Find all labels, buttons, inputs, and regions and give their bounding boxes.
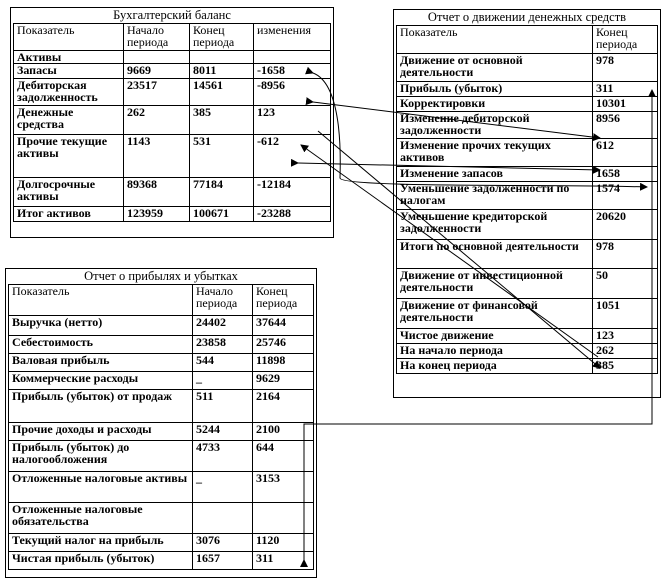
balance-sheet-title: Бухгалтерский баланс [113,8,231,22]
cell: Изменение запасов [397,167,593,182]
table-row [397,329,658,344]
cell: 123 [593,329,658,344]
cash-flow-header-indicator: Показатель [397,26,593,54]
cell: Выручка (нетто) [9,316,193,336]
cell: 3153 [253,472,314,503]
cell: Дебиторская задолженность [14,79,124,106]
cell: 9669 [124,64,190,79]
table-row [9,552,314,570]
table-row [9,423,314,441]
balance-header-start: Начало периода [124,24,190,51]
cell: 50 [593,269,658,299]
table-row [397,269,658,299]
table-row [397,359,658,374]
cell: 23517 [124,79,190,106]
cell: 14561 [190,79,254,106]
cell: 385 [593,359,658,374]
profit-loss-header-end: Конец периода [253,285,314,316]
cell: 9629 [253,372,314,390]
table-row [9,354,314,372]
balance-section-row [14,51,331,64]
cell: 8956 [593,112,658,139]
cell: -612 [254,135,331,178]
cell: 311 [593,82,658,97]
cell: Прочие доходы и расходы [9,423,193,441]
cell: Денежные средства [14,106,124,135]
cell: Коммерческие расходы [9,372,193,390]
cash-flow-header-end: Конец периода [593,26,658,54]
cell: 2100 [253,423,314,441]
cell: 262 [124,106,190,135]
cell: _ [193,372,253,390]
cell: Корректировки [397,97,593,112]
cell: Уменьшение задолженности по налогам [397,182,593,210]
cell: Прибыль (убыток) [397,82,593,97]
cell: 3076 [193,534,253,552]
cell: 1658 [593,167,658,182]
cell: Изменение дебиторской задолженности [397,112,593,139]
table-row [14,178,331,207]
cell: 4733 [193,441,253,472]
cell: 100671 [190,207,254,222]
cell: Прибыль (убыток) до налогообложения [9,441,193,472]
cell: 2164 [253,390,314,423]
table-row [397,139,658,167]
profit-loss-title: Отчет о прибылях и убытках [84,269,238,283]
cell: Движение от инвестиционной деятельности [397,269,593,299]
cell: 978 [593,54,658,82]
cell: Итоги по основной деятельности [397,240,593,269]
cell: Чистое движение [397,329,593,344]
table-row [9,503,314,534]
cell: На конец периода [397,359,593,374]
balance-header-change: изменения [254,24,331,51]
cell: Движение от финансовой деятельности [397,299,593,329]
cell: 612 [593,139,658,167]
cell [253,503,314,534]
cell: 644 [253,441,314,472]
table-row [397,167,658,182]
table-row [14,64,331,79]
cell: Отложенные налоговые обязательства [9,503,193,534]
table-row [397,210,658,240]
cell: -12184 [254,178,331,207]
table-row [14,207,331,222]
cell: 23858 [193,336,253,354]
balance-sheet-panel [10,7,334,238]
table-row [9,472,314,503]
table-row [14,135,331,178]
cell: 544 [193,354,253,372]
table-row [397,97,658,112]
table-row [397,182,658,210]
table-row [14,79,331,106]
cell: 11898 [253,354,314,372]
cash-flow-table [396,25,658,374]
cell: _ [193,472,253,503]
balance-header-row [14,24,331,51]
cell [193,503,253,534]
cell: Итог активов [14,207,124,222]
table-row [397,344,658,359]
cell: 37644 [253,316,314,336]
cash-flow-header-row [397,26,658,54]
cell: 77184 [190,178,254,207]
table-row [9,441,314,472]
table-row [9,534,314,552]
profit-loss-header-start: Начало периода [193,285,253,316]
profit-loss-table [8,284,314,570]
cell: 123 [254,106,331,135]
cell: Прибыль (убыток) от продаж [9,390,193,423]
cell: 1574 [593,182,658,210]
cell: Изменение прочих текущих активов [397,139,593,167]
table-row [397,82,658,97]
cell: 978 [593,240,658,269]
balance-sheet-table [13,23,331,222]
cell: На начало периода [397,344,593,359]
cell: 5244 [193,423,253,441]
cell: Валовая прибыль [9,354,193,372]
cell: 1120 [253,534,314,552]
cell: 1657 [193,552,253,570]
balance-header-end: Конец периода [190,24,254,51]
cell: -8956 [254,79,331,106]
cell: 311 [253,552,314,570]
cash-flow-title: Отчет о движении денежных средств [427,10,627,24]
table-row [397,240,658,269]
table-row [14,106,331,135]
cell: -1658 [254,64,331,79]
balance-header-indicator: Показатель [14,24,124,51]
cell: Себестоимость [9,336,193,354]
cell: 8011 [190,64,254,79]
profit-loss-panel [5,268,317,578]
profit-loss-header-indicator: Показатель [9,285,193,316]
balance-section-label: Активы [14,51,124,64]
table-row [397,112,658,139]
cell: -23288 [254,207,331,222]
cell: 10301 [593,97,658,112]
cell: Чистая прибыль (убыток) [9,552,193,570]
cell: Текущий налог на прибыль [9,534,193,552]
cell: Уменьшение кредиторской задолженности [397,210,593,240]
cell: Движение от основной деятельности [397,54,593,82]
cell: 24402 [193,316,253,336]
table-row [9,316,314,336]
cell: 1143 [124,135,190,178]
profit-loss-header-row [9,285,314,316]
cell: 262 [593,344,658,359]
cash-flow-panel [393,9,661,398]
table-row [9,372,314,390]
cell: 123959 [124,207,190,222]
cell: Запасы [14,64,124,79]
table-row [9,390,314,423]
cell: 511 [193,390,253,423]
cell: 25746 [253,336,314,354]
cell: 89368 [124,178,190,207]
table-row [397,54,658,82]
table-row [9,336,314,354]
cell: 385 [190,106,254,135]
cell: 1051 [593,299,658,329]
cell: Долгосрочные активы [14,178,124,207]
cell: 20620 [593,210,658,240]
cell: Отложенные налоговые активы [9,472,193,503]
cell: 531 [190,135,254,178]
table-row [397,299,658,329]
cell: Прочие текущие активы [14,135,124,178]
